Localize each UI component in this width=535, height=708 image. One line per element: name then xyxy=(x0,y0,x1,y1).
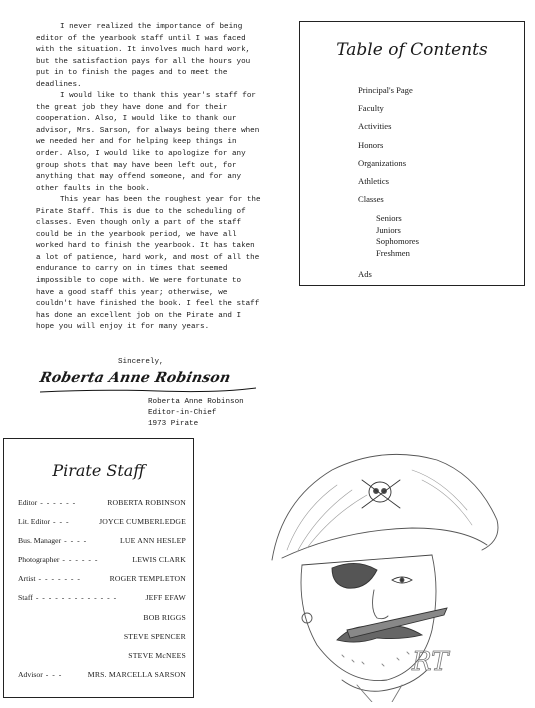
hat-outline xyxy=(272,454,498,560)
staff-list xyxy=(18,497,188,688)
staff-name: BOB RIGGS xyxy=(143,612,186,622)
staff-name: STEVE McNEES xyxy=(128,650,186,660)
toc-list xyxy=(358,84,518,286)
pirate-sketch-illustration xyxy=(262,440,524,702)
toc-item-principals-page: Principal's Page xyxy=(358,85,413,95)
staff-row xyxy=(18,650,188,669)
staff-name: ROGER TEMPLETON xyxy=(109,574,186,584)
toc-item-classes: Classes xyxy=(358,194,384,205)
staff-dashes: - - - - - - xyxy=(40,498,77,507)
staff-dashes: - - - - xyxy=(64,536,88,546)
editor-name: Roberta Anne Robinson xyxy=(148,398,244,406)
hat-brim xyxy=(282,528,487,558)
toc-subitem-freshmen: Freshmen xyxy=(376,247,410,258)
staff-row xyxy=(18,554,188,573)
staff-row xyxy=(18,516,188,535)
staff-row xyxy=(18,573,188,592)
staff-dashes: - - - xyxy=(45,669,63,679)
staff-row xyxy=(18,631,188,650)
letter-paragraph-3: This year has been the roughest year for the Pirate Staff. This is due to the scheduling of classes. Even though only a part of the staff could be in the yearbook period, we have all worked hard to finish the yearbook. It has taken a lot of patience, hard work, and most of all the endurance to carry on in times that seemed impossible to cope with. We were fortunate to have a good staff this year; otherwise, we couldn't have finished the book. I feel the staff has done an excellent job on the Pirate and I hope you will enjoy it for many years. xyxy=(36,196,261,332)
artist-initials: RT xyxy=(412,647,449,677)
letter-closing: Sincerely, xyxy=(118,358,164,366)
letter-paragraph-2: I would like to thank this year's staff for the great job they have done and for their cooperation. Also, I would like to thank our advisor, Mrs. Sarson, for always being there when we needed her and for helping keep things in order. Also, I would like to apologize for any group shots that may have been left out, for anything that may offend someone, and for any other faults in the book. xyxy=(36,92,260,193)
pirate-staff-box xyxy=(3,438,194,698)
staff-row xyxy=(18,612,188,631)
editor-position: Editor-in-Chief xyxy=(148,409,217,417)
editor-letter xyxy=(36,22,262,334)
signature-block xyxy=(148,397,288,430)
letter-paragraph-1: I never realized the importance of being editor of the yearbook staff until I was faced with the situation. It involves much hard work, but the satisfaction pays for all the hours you put in to finish the pages and to meet the deadlines. xyxy=(36,23,251,89)
yearbook-edition: 1973 Pirate xyxy=(148,420,199,428)
toc-item-athletics: Athletics xyxy=(358,175,390,186)
staff-row xyxy=(18,669,188,688)
staff-name: JEFF EFAW xyxy=(145,593,186,603)
staff-name: MRS. MARCELLA SARSON xyxy=(87,669,186,679)
staff-row xyxy=(18,497,188,516)
staff-role: Photographer xyxy=(18,555,60,565)
staff-dashes: - - - xyxy=(53,517,70,527)
staff-row xyxy=(18,592,188,611)
staff-name: LEWIS CLARK xyxy=(132,555,186,565)
table-of-contents xyxy=(299,21,525,286)
staff-role: Artist xyxy=(18,574,36,584)
toc-subitem-seniors: Seniors xyxy=(376,213,402,224)
toc-item-honors: Honors xyxy=(358,139,384,150)
toc-item-activities: Activities xyxy=(358,121,392,132)
staff-row xyxy=(18,535,188,554)
staff-role: Bus. Manager xyxy=(18,536,62,546)
staff-dashes: - - - - - - - xyxy=(38,574,81,584)
handwritten-signature: Roberta Anne Robinson xyxy=(38,370,233,386)
staff-title: Pirate Staff xyxy=(52,461,145,480)
toc-subitem-juniors: Juniors xyxy=(376,224,401,235)
staff-role: Editor xyxy=(18,498,38,507)
signature-flourish xyxy=(38,386,258,396)
staff-name: LUE ANN HESLEP xyxy=(119,536,186,546)
staff-dashes: - - - - - - - - - - - - - xyxy=(35,593,118,603)
toc-title: Table of Contents xyxy=(336,40,488,60)
staff-name: STEVE SPENCER xyxy=(123,631,186,641)
toc-subitem-sophomores: Sophomores xyxy=(376,236,419,247)
staff-name: JOYCE CUMBERLEDGE xyxy=(99,517,186,527)
staff-role: Advisor xyxy=(18,669,43,679)
staff-name: ROBERTA ROBINSON xyxy=(107,498,186,507)
staff-role: Lit. Editor xyxy=(18,517,51,527)
staff-role: Staff xyxy=(18,593,33,603)
staff-dashes: - - - - - - xyxy=(62,555,99,565)
toc-item-ads: Ads xyxy=(358,268,372,279)
toc-item-faculty: Faculty xyxy=(358,103,384,114)
toc-item-organizations: Organizations xyxy=(358,157,407,168)
